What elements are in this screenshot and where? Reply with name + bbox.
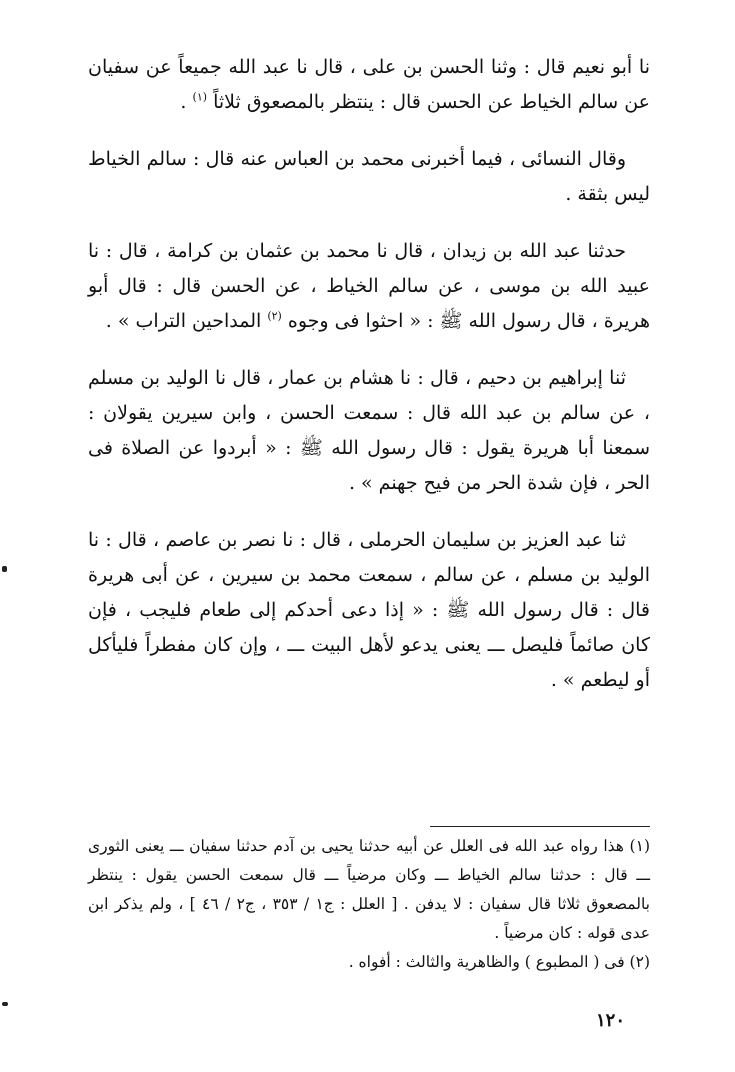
footnote-ref-2: (٢) [267, 309, 282, 323]
paragraph-text: نا أبو نعيم قال : وثنا الحسن بن على ، قال نا عبد الله جميعاً عن سفيان عن سالم الخياط عن الحسن قال : ينتظر بالمصعوق ثلاثاً [88, 56, 650, 113]
paragraph-4 [88, 361, 650, 501]
footnotes [88, 832, 650, 977]
paragraph-text: ثنا عبد العزيز بن سليمان الحرملى ، قال : نا نصر بن عاصم ، قال : نا الوليد بن مسلم ، عن سالم ، سمعت محمد بن سيرين ، عن أبى هريرة قال : قال رسول الله ﷺ : « إذا دعى أحدكم إلى طعام فليجب ، فإن كان صائماً فليصل ـــ يعنى يدعو لأهل البيت ـــ ، وإن كان مفطراً فليأكل أو ليطعم » . [88, 529, 650, 691]
paragraph-2 [88, 142, 650, 212]
paragraph-text: حدثنا عبد الله بن زيدان ، قال نا محمد بن عثمان بن كرامة ، قال : نا عبيد الله بن موسى ، عن سالم الخياط ، عن الحسن قال : قال أبو هريرة ، قال رسول الله ﷺ : « احثوا فى وجوه [88, 240, 650, 332]
paragraph-1 [88, 50, 650, 120]
footnote-2: (٢) فى ( المطبوع ) والظاهرية والثالث : أفواه . [348, 953, 650, 971]
footnote-separator [430, 826, 650, 827]
paragraph-text: وقال النسائى ، فيما أخبرنى محمد بن العباس عنه قال : سالم الخياط ليس بثقة . [88, 148, 650, 205]
scan-speck [2, 1002, 8, 1006]
paragraph-text: ثنا إبراهيم بن دحيم ، قال : نا هشام بن عمار ، قال نا الوليد بن مسلم ، عن سالم بن عبد الله قال : سمعت الحسن ، وابن سيرين يقولان : سمعنا أبا هريرة يقول : قال رسول الله ﷺ : « أبردوا عن الصلاة فى الحر ، فإن شدة الحر من فيح جهنم » . [88, 367, 650, 494]
main-text [88, 50, 650, 720]
paragraph-3 [88, 234, 650, 339]
footnote-1: (١) هذا رواه عبد الله فى العلل عن أبيه حدثنا يحيى بن آدم حدثنا سفيان ـــ يعنى الثورى ـــ قال : حدثنا سالم الخياط ـــ وكان مرضياً ـــ قال سمعت الحسن يقول : ينتظر بالمصعوق ثلاثا قال سفيان : لا يدفن . [ العلل : ج١ / ٣٥٣ ، ج٢ / ٤٦ ] ، ولم يذكر ابن عدى قوله : كان مرضياً . [88, 837, 650, 942]
footnote-ref-1: (١) [192, 90, 208, 104]
page-number: ١٢٠ [596, 1010, 626, 1031]
paragraph-text-end: المداحين التراب » . [105, 310, 268, 332]
paragraph-text-end: . [180, 91, 193, 113]
scan-speck [2, 566, 7, 572]
paragraph-5 [88, 523, 650, 698]
